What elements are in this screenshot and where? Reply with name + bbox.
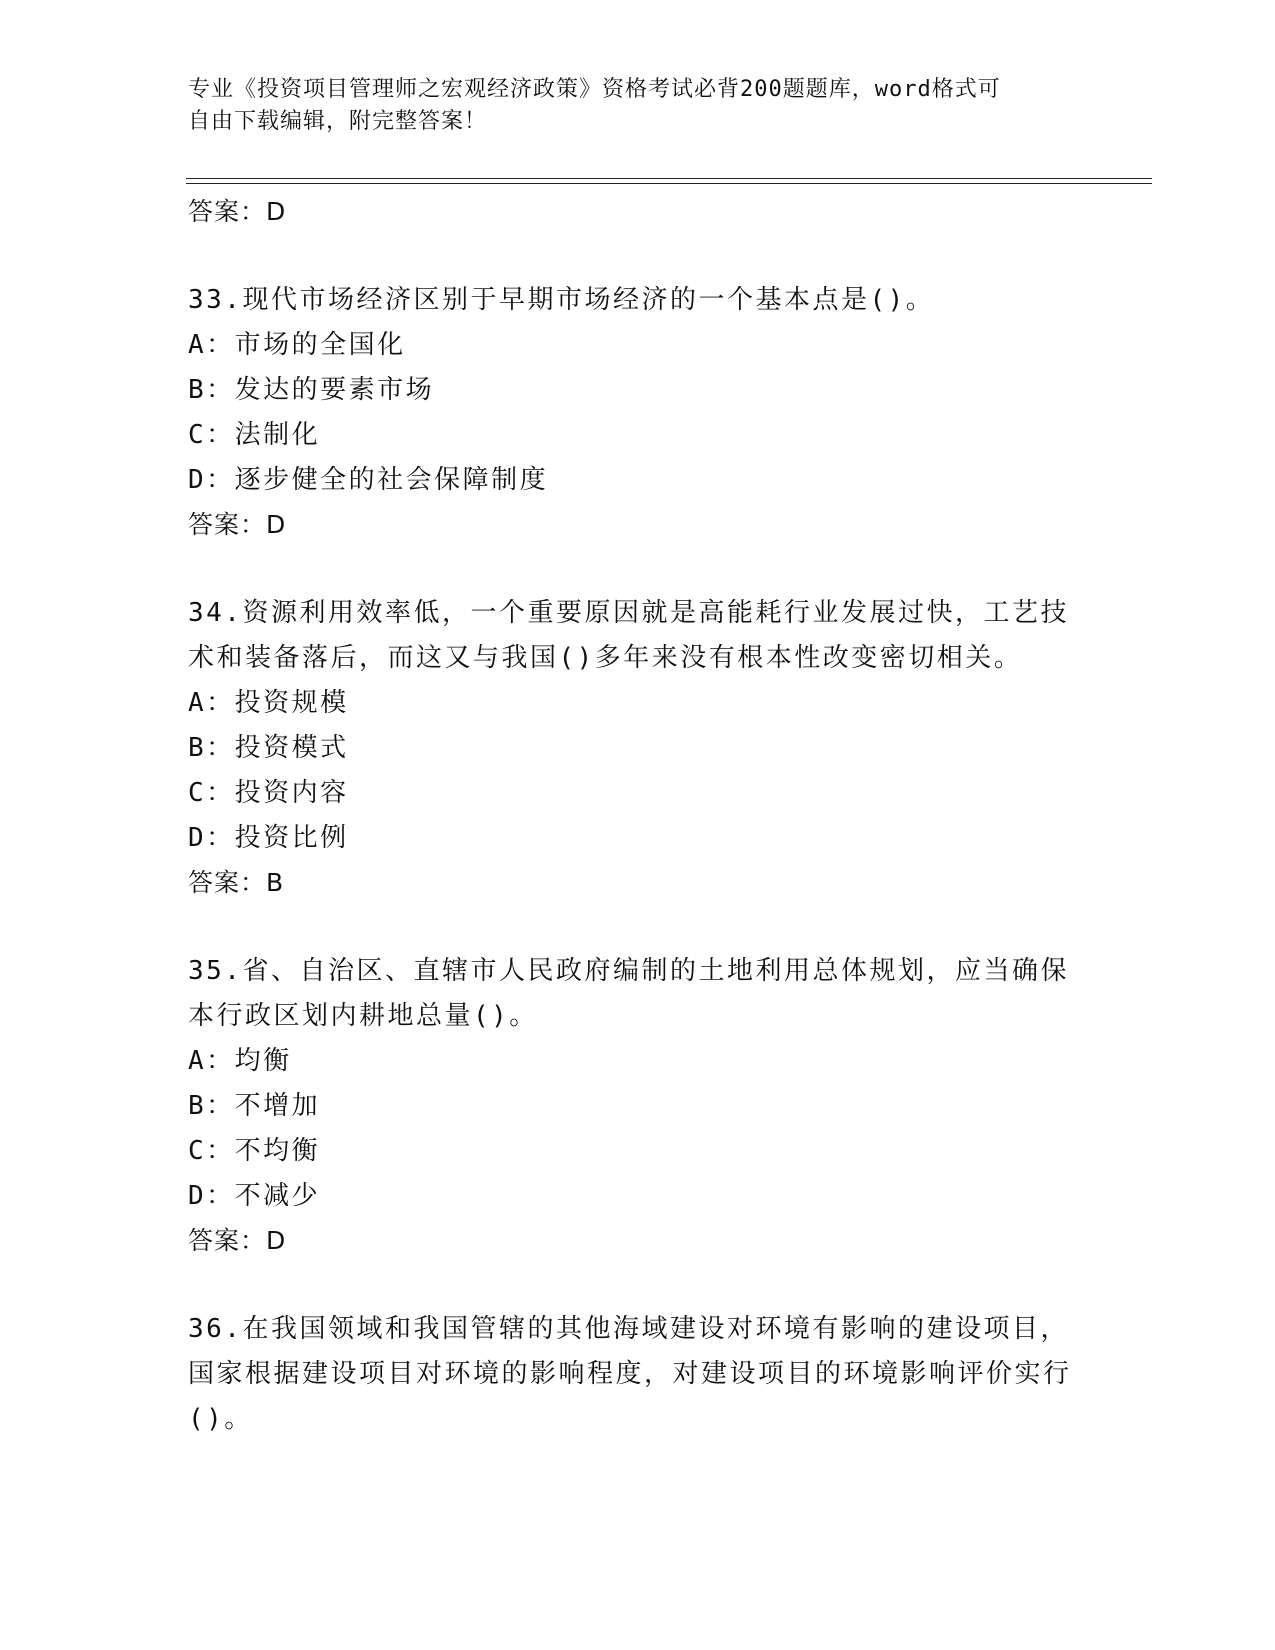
question-list bbox=[188, 190, 1088, 1442]
option-b: B：不增加 bbox=[188, 1091, 321, 1121]
previous-answer: 答案：D bbox=[188, 197, 287, 226]
question-35 bbox=[188, 949, 1088, 1263]
header-divider-bottom bbox=[186, 183, 1152, 184]
question-text: 33.现代市场经济区别于早期市场经济的一个基本点是()。 bbox=[188, 285, 935, 315]
question-33 bbox=[188, 278, 1088, 547]
question-text: 36.在我国领域和我国管辖的其他海域建设对环境有影响的建设项目，国家根据建设项目对环境的影响程度，对建设项目的环境影响评价实行()。 bbox=[188, 1314, 1072, 1434]
header-line-1: 专业《投资项目管理师之宏观经济政策》资格考试必背200题题库，word格式可 bbox=[188, 77, 1001, 102]
answer: 答案：D bbox=[188, 510, 287, 539]
header-line-2: 自由下载编辑，附完整答案！ bbox=[188, 109, 488, 134]
answer: 答案：B bbox=[188, 868, 285, 897]
question-36 bbox=[188, 1307, 1088, 1442]
question-text: 34.资源利用效率低，一个重要原因就是高能耗行业发展过快，工艺技术和装备落后，而这又与我国()多年来没有根本性改变密切相关。 bbox=[188, 598, 1069, 673]
option-a: A：市场的全国化 bbox=[188, 330, 406, 360]
option-d: D：投资比例 bbox=[188, 823, 349, 853]
header-divider-top bbox=[186, 178, 1152, 179]
option-b: B：投资模式 bbox=[188, 733, 349, 763]
option-d: D：逐步健全的社会保障制度 bbox=[188, 465, 549, 495]
option-c: C：法制化 bbox=[188, 420, 321, 450]
option-a: A：均衡 bbox=[188, 1046, 292, 1076]
option-b: B：发达的要素市场 bbox=[188, 375, 435, 405]
answer: 答案：D bbox=[188, 1226, 287, 1255]
option-c: C：不均衡 bbox=[188, 1136, 321, 1166]
question-34 bbox=[188, 591, 1088, 905]
option-a: A：投资规模 bbox=[188, 688, 349, 718]
option-d: D：不减少 bbox=[188, 1181, 321, 1211]
option-c: C：投资内容 bbox=[188, 778, 349, 808]
document-header bbox=[188, 74, 1068, 138]
question-text: 35.省、自治区、直辖市人民政府编制的土地利用总体规划，应当确保本行政区划内耕地总量()。 bbox=[188, 956, 1069, 1031]
